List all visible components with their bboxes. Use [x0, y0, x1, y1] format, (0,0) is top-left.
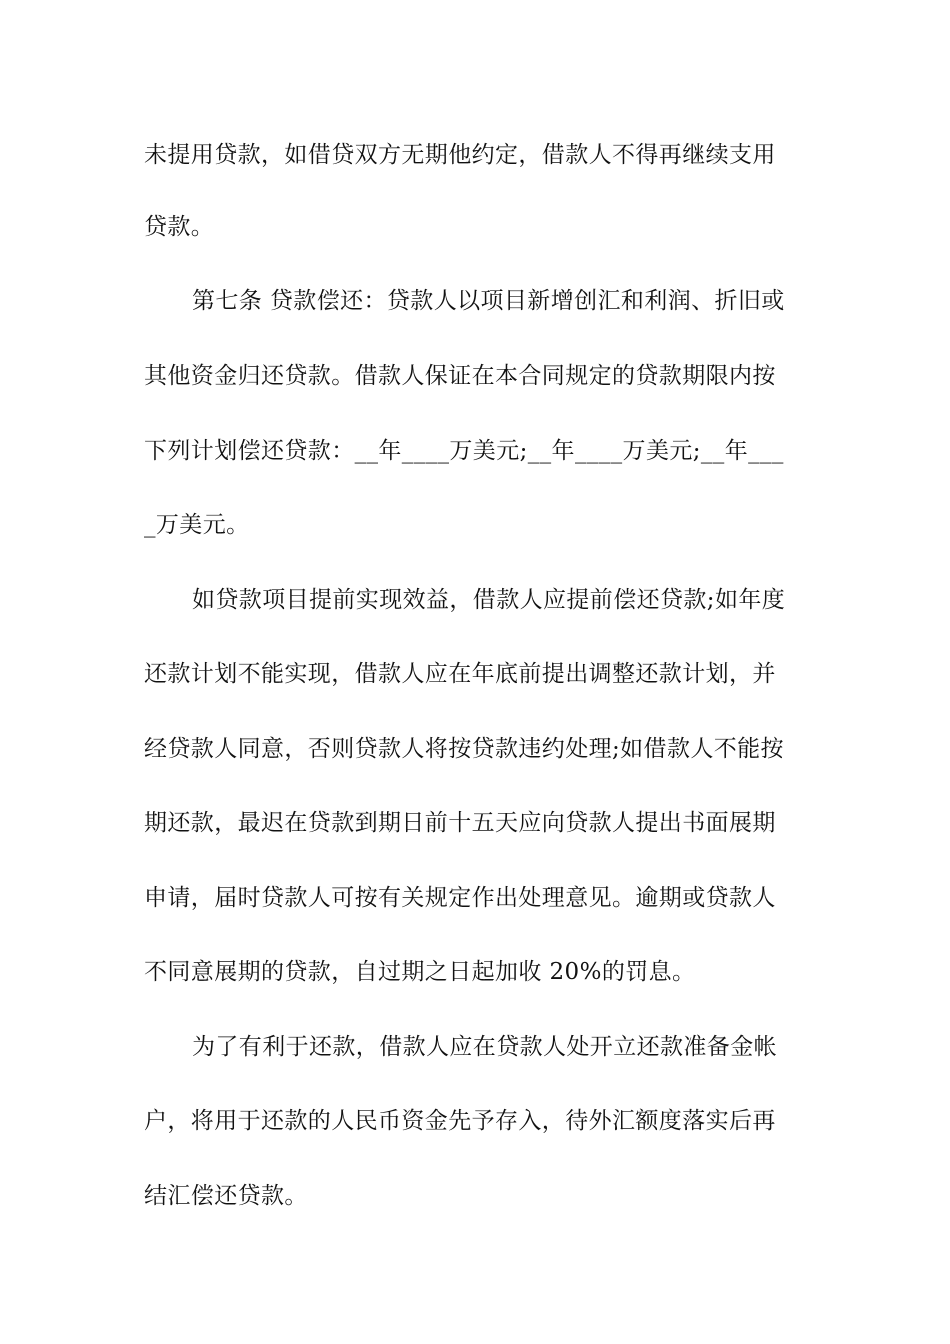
text-line: 贷款。 — [144, 214, 215, 240]
text-line: 结汇偿还贷款。 — [144, 1183, 308, 1209]
paragraph-first-line: 如贷款项目提前实现效益，借款人应提前偿还贷款;如年度 — [192, 587, 786, 613]
text-line: 户，将用于还款的人民币资金先予存入，待外汇额度落实后再 — [144, 1108, 776, 1134]
text-line: 经贷款人同意，否则贷款人将按贷款违约处理;如借款人不能按 — [144, 736, 784, 762]
paragraph-first-line: 为了有利于还款，借款人应在贷款人处开立还款准备金帐 — [192, 1034, 777, 1060]
text-line: _万美元。 — [144, 512, 250, 538]
text-line: 申请，届时贷款人可按有关规定作出处理意见。逾期或贷款人 — [144, 885, 776, 911]
text-line: 未提用贷款，如借贷双方无期他约定，借款人不得再继续支用 — [144, 142, 776, 168]
text-line: 下列计划偿还贷款：__年____万美元;__年____万美元;__年___ — [144, 438, 784, 464]
text-line: 其他资金归还贷款。借款人保证在本合同规定的贷款期限内按 — [144, 363, 776, 389]
paragraph-first-line: 第七条 贷款偿还：贷款人以项目新增创汇和利润、折旧或 — [192, 288, 785, 314]
text-line: 不同意展期的贷款，自过期之日起加收 20%的罚息。 — [144, 959, 696, 985]
text-line: 还款计划不能实现，借款人应在年底前提出调整还款计划，并 — [144, 661, 776, 687]
text-line: 期还款，最迟在贷款到期日前十五天应向贷款人提出书面展期 — [144, 810, 776, 836]
